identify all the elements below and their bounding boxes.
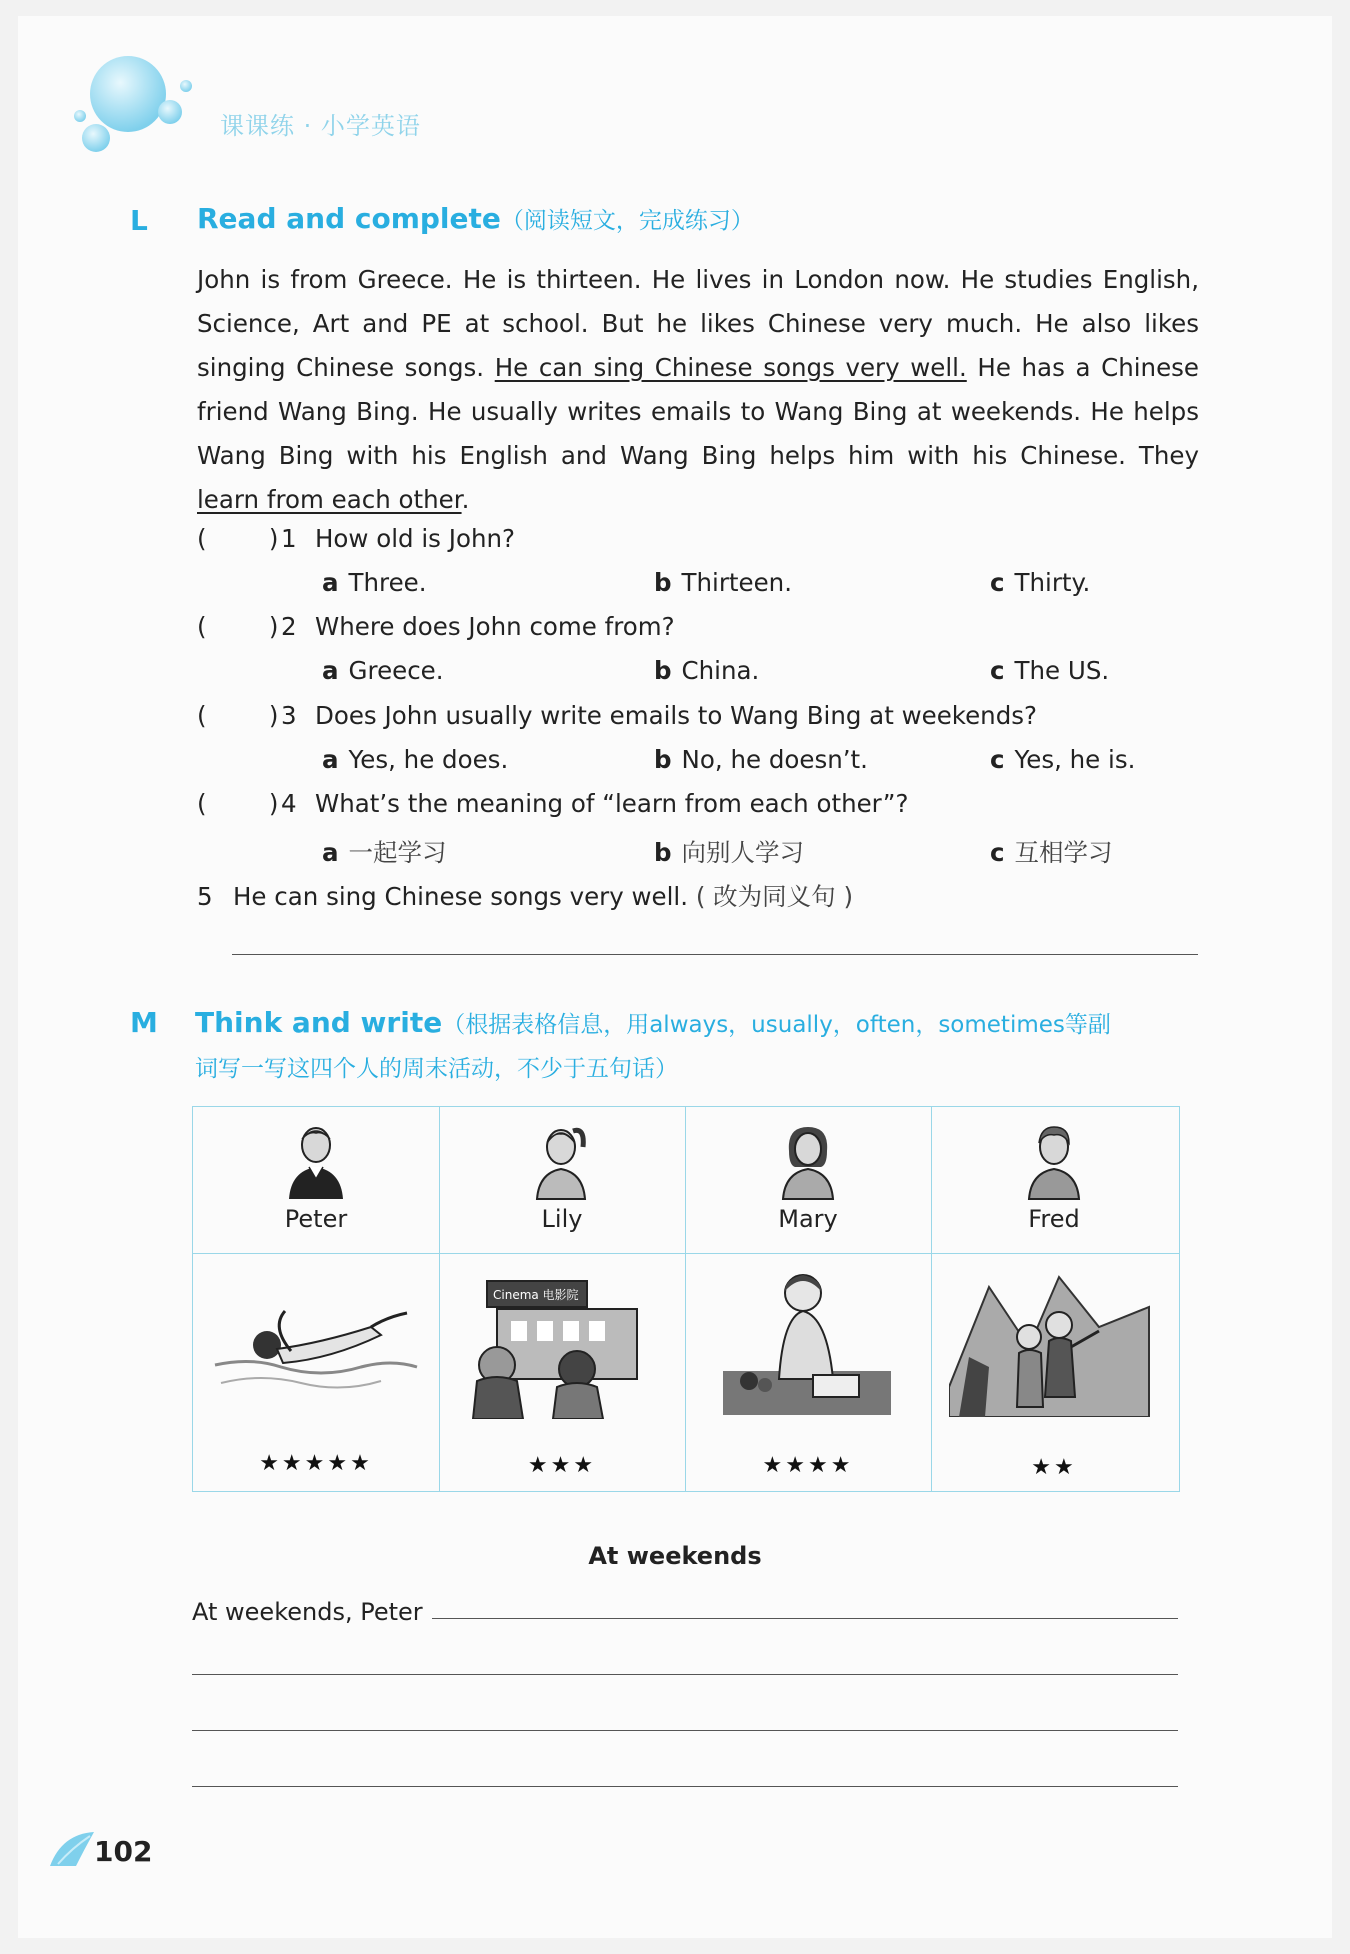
q3-option-c[interactable] <box>990 745 1135 774</box>
q4-option-c[interactable] <box>990 834 1113 869</box>
q2-option-b[interactable] <box>654 656 759 685</box>
person-fred <box>931 1121 1177 1233</box>
option-letter: a <box>322 656 339 685</box>
question-text: Does John usually write emails to Wang Bing at weekends? <box>315 701 1038 730</box>
q1-option-c[interactable] <box>990 568 1090 597</box>
q3-option-b[interactable] <box>654 745 868 774</box>
boy-avatar-icon <box>281 1121 351 1201</box>
option-letter: b <box>654 568 672 597</box>
q2-option-c[interactable] <box>990 656 1109 685</box>
bubbles-decoration-icon <box>66 46 206 166</box>
option-letter: c <box>990 745 1005 774</box>
q4-option-a[interactable] <box>322 834 447 869</box>
writing-prompt: At weekends, Peter <box>192 1598 423 1626</box>
question-1 <box>197 524 515 553</box>
cinema-sign-text: Cinema 电影院 <box>493 1288 579 1302</box>
workbook-page <box>18 16 1332 1938</box>
rating-stars-lily: ★★★ <box>527 1453 597 1478</box>
passage-text-2: He has a Chinese friend Wang Bing. He usually writes emails to Wang Bing at weekends. He helps Wang Bing with his English and Wang Bing helps him with his Chinese. They <box>197 353 1199 470</box>
reading-passage <box>197 258 1199 522</box>
section-l-letter: L <box>130 204 148 237</box>
option-letter: a <box>322 838 339 867</box>
option-letter: b <box>654 656 672 685</box>
passage-underlined-sentence: He can sing Chinese songs very well. <box>494 353 967 382</box>
question-number: 5 <box>197 882 213 911</box>
person-peter <box>193 1121 439 1233</box>
option-text: Yes, he is. <box>1014 745 1136 774</box>
question-number: 1 <box>281 524 297 553</box>
option-letter: a <box>322 568 339 597</box>
section-m-title: Think and write <box>195 1006 443 1039</box>
writing-heading: At weekends <box>588 1542 762 1570</box>
option-text: Three. <box>348 568 427 597</box>
q3-option-a[interactable] <box>322 745 508 774</box>
section-m-instruction-2: 词写一写这四个人的周末活动，不少于五句话） <box>195 1056 678 1082</box>
option-text: Thirteen. <box>681 568 792 597</box>
q2-option-a[interactable] <box>322 656 444 685</box>
page-number: 102 <box>94 1835 153 1868</box>
answer-blank-4[interactable]: ( ) <box>197 789 279 818</box>
option-letter: b <box>654 838 672 867</box>
q1-option-b[interactable] <box>654 568 792 597</box>
rating-stars-mary: ★★★★ <box>762 1453 854 1478</box>
question-3 <box>197 701 1037 730</box>
option-letter: a <box>322 745 339 774</box>
question-instruction: ( 改为同义句 ) <box>695 882 854 911</box>
question-2 <box>197 612 675 641</box>
option-text: Thirty. <box>1014 568 1091 597</box>
person-name: Mary <box>778 1205 838 1233</box>
answer-line-q5[interactable] <box>232 954 1198 955</box>
swimming-icon <box>211 1287 421 1407</box>
q4-option-b[interactable] <box>654 834 804 869</box>
boy-avatar-icon <box>1019 1121 1089 1201</box>
person-name: Fred <box>1028 1205 1080 1233</box>
writing-line-1[interactable] <box>432 1618 1178 1619</box>
passage-underlined-phrase: learn from each other <box>197 485 462 514</box>
option-text: No, he doesn’t. <box>681 745 868 774</box>
girl-avatar-icon <box>773 1121 843 1201</box>
section-l-title-cn: （阅读短文，完成练习） <box>500 208 754 234</box>
option-letter: c <box>990 838 1005 867</box>
picnic-icon <box>703 1271 913 1421</box>
option-letter: b <box>654 745 672 774</box>
q1-option-a[interactable] <box>322 568 427 597</box>
writing-line-3[interactable] <box>192 1730 1178 1731</box>
weekend-activity-table <box>192 1106 1180 1492</box>
option-text: China. <box>681 656 760 685</box>
question-text: Where does John come from? <box>315 612 675 641</box>
option-text: 一起学习 <box>348 838 447 867</box>
hiking-icon <box>949 1267 1159 1417</box>
answer-blank-3[interactable]: ( ) <box>197 701 279 730</box>
option-letter: c <box>990 656 1005 685</box>
rating-stars-fred: ★★ <box>1031 1455 1077 1480</box>
answer-blank-1[interactable]: ( ) <box>197 524 279 553</box>
question-text: He can sing Chinese songs very well. <box>233 882 689 911</box>
option-text: 向别人学习 <box>681 838 805 867</box>
header-title: 课课练 · 小学英语 <box>220 112 421 140</box>
question-number: 4 <box>281 789 297 818</box>
person-name: Lily <box>541 1205 583 1233</box>
writing-line-4[interactable] <box>192 1786 1178 1787</box>
writing-line-2[interactable] <box>192 1674 1178 1675</box>
girl-ponytail-avatar-icon <box>527 1121 597 1201</box>
question-number: 2 <box>281 612 297 641</box>
cinema-icon <box>457 1269 667 1419</box>
question-5 <box>197 878 853 913</box>
option-text: The US. <box>1014 656 1110 685</box>
question-text: How old is John? <box>315 524 516 553</box>
section-m-letter: M <box>130 1006 158 1039</box>
leaf-decoration-icon <box>48 1830 100 1870</box>
question-text: What’s the meaning of “learn from each other”? <box>315 789 909 818</box>
person-mary <box>685 1121 931 1233</box>
person-name: Peter <box>284 1205 348 1233</box>
section-m-instruction-1: （根据表格信息，用always，usually，often，sometimes等副 <box>442 1012 1111 1038</box>
section-m-heading <box>195 1006 1199 1039</box>
option-text: 互相学习 <box>1014 838 1113 867</box>
option-letter: c <box>990 568 1005 597</box>
question-number: 3 <box>281 701 297 730</box>
passage-text-1: John is from Greece. He is thirteen. He lives in London now. He studies English, Science, Art and PE at school. But he likes Chinese very much. He also likes singing Chinese songs. <box>197 265 1199 382</box>
question-4 <box>197 789 908 818</box>
section-l-title-en: Read and complete <box>197 202 501 235</box>
option-text: Yes, he does. <box>348 745 509 774</box>
answer-blank-2[interactable]: ( ) <box>197 612 279 641</box>
rating-stars-peter: ★★★★★ <box>259 1451 373 1476</box>
passage-text-3: . <box>461 485 470 514</box>
option-text: Greece. <box>348 656 444 685</box>
section-l-title <box>197 202 754 235</box>
person-lily <box>439 1121 685 1233</box>
